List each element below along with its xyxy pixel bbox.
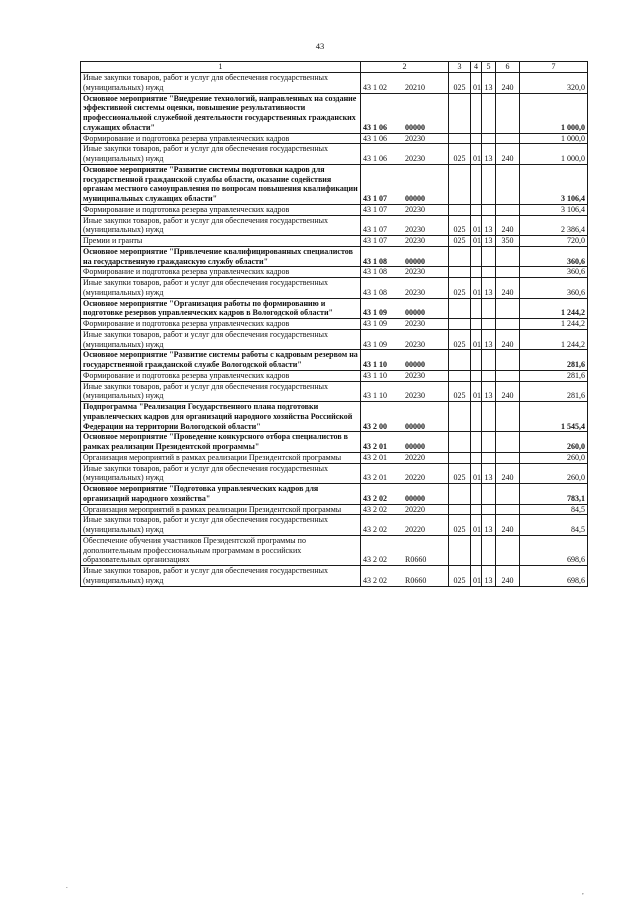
- row-section: 01: [471, 73, 482, 94]
- row-grbs: 025: [449, 515, 471, 536]
- csr-program-code: 43 2 02: [363, 575, 387, 585]
- row-grbs: 025: [449, 463, 471, 484]
- table-row: [81, 515, 588, 536]
- csr-direction-code: 20210: [405, 82, 425, 92]
- table-row: [81, 215, 588, 236]
- row-csr: [361, 204, 449, 215]
- row-expense-type: [496, 484, 520, 505]
- row-grbs: 025: [449, 215, 471, 236]
- row-sum: 260,0: [520, 463, 588, 484]
- table-body: [81, 73, 588, 587]
- csr-direction-code: 20230: [405, 225, 425, 235]
- row-section: 01: [471, 329, 482, 350]
- row-grbs: [449, 484, 471, 505]
- row-expense-type: 240: [496, 329, 520, 350]
- row-expense-type: 240: [496, 144, 520, 165]
- row-name: Премии и гранты: [81, 236, 361, 247]
- row-subsection: [482, 267, 496, 278]
- row-subsection: [482, 504, 496, 515]
- row-section: [471, 452, 482, 463]
- row-sum: 1 000,0: [520, 144, 588, 165]
- row-csr: [361, 278, 449, 299]
- row-grbs: [449, 133, 471, 144]
- row-csr: [361, 350, 449, 371]
- table-row: [81, 73, 588, 94]
- header-col-3: 3: [449, 62, 471, 73]
- row-grbs: [449, 164, 471, 204]
- csr-program-code: 43 1 07: [363, 204, 387, 214]
- csr-program-code: 43 2 02: [363, 493, 387, 503]
- row-expense-type: [496, 402, 520, 432]
- csr-program-code: 43 2 02: [363, 555, 387, 565]
- row-sum: 260,0: [520, 432, 588, 453]
- row-expense-type: [496, 319, 520, 330]
- row-subsection: [482, 484, 496, 505]
- row-expense-type: 240: [496, 381, 520, 402]
- row-csr: [361, 484, 449, 505]
- row-section: [471, 246, 482, 267]
- row-grbs: [449, 350, 471, 371]
- row-sum: 1 244,2: [520, 319, 588, 330]
- csr-program-code: 43 1 09: [363, 319, 387, 328]
- row-csr: [361, 370, 449, 381]
- row-csr: [361, 267, 449, 278]
- csr-direction-code: 00000: [405, 493, 425, 503]
- row-grbs: [449, 93, 471, 133]
- row-name: Основное мероприятие "Развитие системы работы с кадровым резервом на государственной гражданской службе Вологодской области": [81, 350, 361, 371]
- row-expense-type: 240: [496, 278, 520, 299]
- row-name: Иные закупки товаров, работ и услуг для обеспечения государственных (муниципальных) нужд: [81, 329, 361, 350]
- row-section: 01: [471, 381, 482, 402]
- row-section: [471, 204, 482, 215]
- row-csr: [361, 298, 449, 319]
- csr-direction-code: 00000: [405, 442, 425, 451]
- csr-direction-code: 00000: [405, 194, 425, 203]
- table-row: [81, 278, 588, 299]
- row-expense-type: [496, 93, 520, 133]
- row-section: [471, 370, 482, 381]
- csr-direction-code: R0660: [405, 555, 427, 565]
- row-section: 01: [471, 515, 482, 536]
- row-subsection: [482, 246, 496, 267]
- row-grbs: 025: [449, 381, 471, 402]
- row-section: [471, 164, 482, 204]
- row-expense-type: 240: [496, 215, 520, 236]
- row-csr: [361, 381, 449, 402]
- row-section: [471, 402, 482, 432]
- row-csr: [361, 236, 449, 247]
- row-section: 01: [471, 278, 482, 299]
- csr-direction-code: R0660: [405, 575, 427, 585]
- row-csr: [361, 164, 449, 204]
- csr-program-code: 43 2 02: [363, 525, 387, 534]
- row-sum: 1 244,2: [520, 329, 588, 350]
- csr-direction-code: 20230: [405, 204, 425, 214]
- page-number: 43: [315, 41, 325, 51]
- scan-speck: ,: [582, 888, 584, 896]
- row-grbs: [449, 504, 471, 515]
- row-csr: [361, 535, 449, 565]
- csr-direction-code: 00000: [405, 308, 425, 318]
- row-subsection: [482, 133, 496, 144]
- row-subsection: 13: [482, 236, 496, 247]
- row-grbs: [449, 319, 471, 330]
- csr-program-code: 43 2 01: [363, 452, 387, 462]
- row-expense-type: 350: [496, 236, 520, 247]
- row-section: [471, 350, 482, 371]
- table-row: [81, 452, 588, 463]
- csr-direction-code: 20230: [405, 236, 425, 245]
- table-row: [81, 484, 588, 505]
- row-expense-type: 240: [496, 73, 520, 94]
- row-subsection: [482, 298, 496, 319]
- row-sum: 84,5: [520, 515, 588, 536]
- row-grbs: [449, 452, 471, 463]
- header-col-4: 4: [471, 62, 482, 73]
- row-expense-type: [496, 350, 520, 371]
- table-row: [81, 298, 588, 319]
- row-subsection: 13: [482, 73, 496, 94]
- csr-program-code: 43 1 08: [363, 287, 387, 297]
- row-subsection: 13: [482, 566, 496, 587]
- row-csr: [361, 402, 449, 432]
- row-expense-type: [496, 452, 520, 463]
- row-csr: [361, 133, 449, 144]
- budget-table: [80, 61, 588, 587]
- row-section: [471, 484, 482, 505]
- header-col-2: 2: [361, 62, 449, 73]
- row-subsection: [482, 432, 496, 453]
- row-csr: [361, 329, 449, 350]
- row-sum: 281,6: [520, 370, 588, 381]
- table-row: [81, 133, 588, 144]
- header-col-1: 1: [81, 62, 361, 73]
- csr-direction-code: 20230: [405, 319, 425, 328]
- row-subsection: [482, 402, 496, 432]
- row-section: [471, 432, 482, 453]
- row-csr: [361, 215, 449, 236]
- row-expense-type: [496, 370, 520, 381]
- csr-direction-code: 20230: [405, 339, 425, 349]
- row-expense-type: [496, 504, 520, 515]
- csr-direction-code: 20220: [405, 525, 425, 534]
- row-sum: 320,0: [520, 73, 588, 94]
- csr-program-code: 43 2 01: [363, 442, 387, 451]
- csr-direction-code: 20230: [405, 391, 425, 401]
- csr-program-code: 43 1 06: [363, 154, 387, 163]
- row-name: Обеспечение обучения участников Президентской программы по дополнительным профессиональным программам в российских образовательных организациях: [81, 535, 361, 565]
- scan-speck: .: [66, 882, 68, 890]
- row-section: 01: [471, 215, 482, 236]
- table-row: [81, 204, 588, 215]
- row-subsection: 13: [482, 463, 496, 484]
- row-subsection: [482, 350, 496, 371]
- row-grbs: [449, 204, 471, 215]
- row-name: Основное мероприятие "Организация работы по формированию и подготовке резервов управленческих кадров в Вологодской области": [81, 298, 361, 319]
- row-sum: 360,6: [520, 267, 588, 278]
- row-name: Иные закупки товаров, работ и услуг для обеспечения государственных (муниципальных) нужд: [81, 215, 361, 236]
- row-sum: 1 545,4: [520, 402, 588, 432]
- table-row: [81, 267, 588, 278]
- row-name: Подпрограмма "Реализация Государственного плана подготовки управленческих кадров для организаций народного хозяйства Российской Федерации на территории Вологодской области": [81, 402, 361, 432]
- row-section: [471, 133, 482, 144]
- table-row: [81, 246, 588, 267]
- row-name: Иные закупки товаров, работ и услуг для обеспечения государственных (муниципальных) нужд: [81, 144, 361, 165]
- row-grbs: 025: [449, 329, 471, 350]
- row-section: 01: [471, 566, 482, 587]
- csr-program-code: 43 1 07: [363, 194, 387, 203]
- csr-program-code: 43 1 06: [363, 122, 387, 132]
- row-grbs: 025: [449, 144, 471, 165]
- row-csr: [361, 93, 449, 133]
- row-name: Основное мероприятие "Развитие системы подготовки кадров для государственной гражданской службы области, оказание содействия органам местного самоуправления по вопросам повышения квалификации муниципальных служащих области": [81, 164, 361, 204]
- csr-direction-code: 20230: [405, 154, 425, 163]
- row-csr: [361, 566, 449, 587]
- table-row: [81, 381, 588, 402]
- row-subsection: [482, 452, 496, 463]
- row-sum: 720,0: [520, 236, 588, 247]
- csr-program-code: 43 1 07: [363, 225, 387, 235]
- table-row: [81, 350, 588, 371]
- csr-program-code: 43 1 07: [363, 236, 387, 245]
- row-name: Формирование и подготовка резерва управленческих кадров: [81, 319, 361, 330]
- row-subsection: [482, 319, 496, 330]
- row-csr: [361, 432, 449, 453]
- row-name: Формирование и подготовка резерва управленческих кадров: [81, 133, 361, 144]
- row-name: Формирование и подготовка резерва управленческих кадров: [81, 370, 361, 381]
- row-name: Формирование и подготовка резерва управленческих кадров: [81, 204, 361, 215]
- csr-direction-code: 00000: [405, 360, 425, 369]
- row-grbs: 025: [449, 566, 471, 587]
- row-name: Формирование и подготовка резерва управленческих кадров: [81, 267, 361, 278]
- row-name: Организация мероприятий в рамках реализации Президентской программы: [81, 452, 361, 463]
- csr-direction-code: 20220: [405, 473, 425, 483]
- row-section: 01: [471, 236, 482, 247]
- row-subsection: 13: [482, 381, 496, 402]
- row-section: [471, 504, 482, 515]
- row-sum: 1 000,0: [520, 93, 588, 133]
- table-row: [81, 236, 588, 247]
- row-expense-type: [496, 164, 520, 204]
- table-row: [81, 370, 588, 381]
- row-sum: 783,1: [520, 484, 588, 505]
- csr-program-code: 43 2 00: [363, 421, 387, 431]
- row-subsection: [482, 370, 496, 381]
- table-row: [81, 463, 588, 484]
- row-grbs: [449, 402, 471, 432]
- row-csr: [361, 452, 449, 463]
- row-sum: 281,6: [520, 350, 588, 371]
- csr-direction-code: 20220: [405, 452, 425, 462]
- row-sum: 260,0: [520, 452, 588, 463]
- row-section: [471, 535, 482, 565]
- row-name: Иные закупки товаров, работ и услуг для обеспечения государственных (муниципальных) нужд: [81, 278, 361, 299]
- table-row: [81, 164, 588, 204]
- row-expense-type: [496, 246, 520, 267]
- csr-direction-code: 20220: [405, 504, 425, 514]
- header-col-6: 6: [496, 62, 520, 73]
- table-row: [81, 93, 588, 133]
- row-csr: [361, 144, 449, 165]
- row-grbs: [449, 535, 471, 565]
- row-section: 01: [471, 144, 482, 165]
- row-name: Иные закупки товаров, работ и услуг для обеспечения государственных (муниципальных) нужд: [81, 463, 361, 484]
- csr-program-code: 43 1 10: [363, 391, 387, 401]
- row-sum: 1 000,0: [520, 133, 588, 144]
- csr-program-code: 43 1 08: [363, 267, 387, 277]
- row-expense-type: 240: [496, 566, 520, 587]
- csr-program-code: 43 1 08: [363, 256, 387, 266]
- row-sum: 698,6: [520, 535, 588, 565]
- row-section: [471, 267, 482, 278]
- csr-direction-code: 20230: [405, 133, 425, 143]
- row-sum: 360,6: [520, 278, 588, 299]
- csr-program-code: 43 2 01: [363, 473, 387, 483]
- row-section: [471, 93, 482, 133]
- row-csr: [361, 246, 449, 267]
- row-name: Основное мероприятие "Привлечение квалифицированных специалистов на государственную гражданскую службу области": [81, 246, 361, 267]
- row-name: Основное мероприятие "Подготовка управленческих кадров для организаций народного хозяйства": [81, 484, 361, 505]
- row-section: 01: [471, 463, 482, 484]
- csr-direction-code: 00000: [405, 421, 425, 431]
- row-name: Иные закупки товаров, работ и услуг для обеспечения государственных (муниципальных) нужд: [81, 515, 361, 536]
- csr-direction-code: 00000: [405, 256, 425, 266]
- row-section: [471, 319, 482, 330]
- row-csr: [361, 504, 449, 515]
- row-subsection: 13: [482, 278, 496, 299]
- row-name: Иные закупки товаров, работ и услуг для обеспечения государственных (муниципальных) нужд: [81, 73, 361, 94]
- row-name: Иные закупки товаров, работ и услуг для обеспечения государственных (муниципальных) нужд: [81, 566, 361, 587]
- row-csr: [361, 73, 449, 94]
- row-sum: 3 106,4: [520, 204, 588, 215]
- row-expense-type: [496, 133, 520, 144]
- row-sum: 281,6: [520, 381, 588, 402]
- csr-program-code: 43 1 09: [363, 339, 387, 349]
- row-subsection: [482, 204, 496, 215]
- row-name: Иные закупки товаров, работ и услуг для обеспечения государственных (муниципальных) нужд: [81, 381, 361, 402]
- row-subsection: 13: [482, 144, 496, 165]
- row-expense-type: [496, 267, 520, 278]
- row-sum: 360,6: [520, 246, 588, 267]
- table-row: [81, 504, 588, 515]
- row-subsection: 13: [482, 329, 496, 350]
- row-sum: 3 106,4: [520, 164, 588, 204]
- row-section: [471, 298, 482, 319]
- row-csr: [361, 463, 449, 484]
- row-subsection: [482, 93, 496, 133]
- csr-program-code: 43 1 02: [363, 82, 387, 92]
- csr-program-code: 43 1 09: [363, 308, 387, 318]
- row-subsection: 13: [482, 515, 496, 536]
- csr-direction-code: 20230: [405, 267, 425, 277]
- row-grbs: [449, 267, 471, 278]
- header-col-5: 5: [482, 62, 496, 73]
- csr-program-code: 43 2 02: [363, 504, 387, 514]
- row-expense-type: 240: [496, 515, 520, 536]
- csr-program-code: 43 1 10: [363, 370, 387, 380]
- table-row: [81, 402, 588, 432]
- row-name: Основное мероприятие "Проведение конкурсного отбора специалистов в рамках реализации Президентской программы": [81, 432, 361, 453]
- table-row: [81, 566, 588, 587]
- row-grbs: 025: [449, 278, 471, 299]
- row-subsection: [482, 164, 496, 204]
- table-row: [81, 319, 588, 330]
- csr-program-code: 43 1 10: [363, 360, 387, 369]
- row-expense-type: [496, 432, 520, 453]
- row-grbs: 025: [449, 236, 471, 247]
- row-expense-type: [496, 535, 520, 565]
- row-sum: 2 386,4: [520, 215, 588, 236]
- table-row: [81, 535, 588, 565]
- row-grbs: [449, 246, 471, 267]
- header-col-7: 7: [520, 62, 588, 73]
- csr-direction-code: 20230: [405, 287, 425, 297]
- table-row: [81, 329, 588, 350]
- row-name: Организация мероприятий в рамках реализации Президентской программы: [81, 504, 361, 515]
- row-csr: [361, 319, 449, 330]
- row-grbs: [449, 370, 471, 381]
- row-subsection: [482, 535, 496, 565]
- row-sum: 698,6: [520, 566, 588, 587]
- table-row: [81, 144, 588, 165]
- row-subsection: 13: [482, 215, 496, 236]
- row-grbs: 025: [449, 73, 471, 94]
- row-grbs: [449, 432, 471, 453]
- row-sum: 1 244,2: [520, 298, 588, 319]
- csr-direction-code: 20230: [405, 370, 425, 380]
- row-expense-type: [496, 204, 520, 215]
- row-sum: 84,5: [520, 504, 588, 515]
- csr-direction-code: 00000: [405, 122, 425, 132]
- row-expense-type: [496, 298, 520, 319]
- header-row: [81, 62, 588, 73]
- row-csr: [361, 515, 449, 536]
- row-grbs: [449, 298, 471, 319]
- table-row: [81, 432, 588, 453]
- row-expense-type: 240: [496, 463, 520, 484]
- csr-program-code: 43 1 06: [363, 133, 387, 143]
- row-name: Основное мероприятие "Внедрение технологий, направленных на создание эффективной системы оценки, повышение результативности профессиональной служебной деятельности государственных гражданских служащих области": [81, 93, 361, 133]
